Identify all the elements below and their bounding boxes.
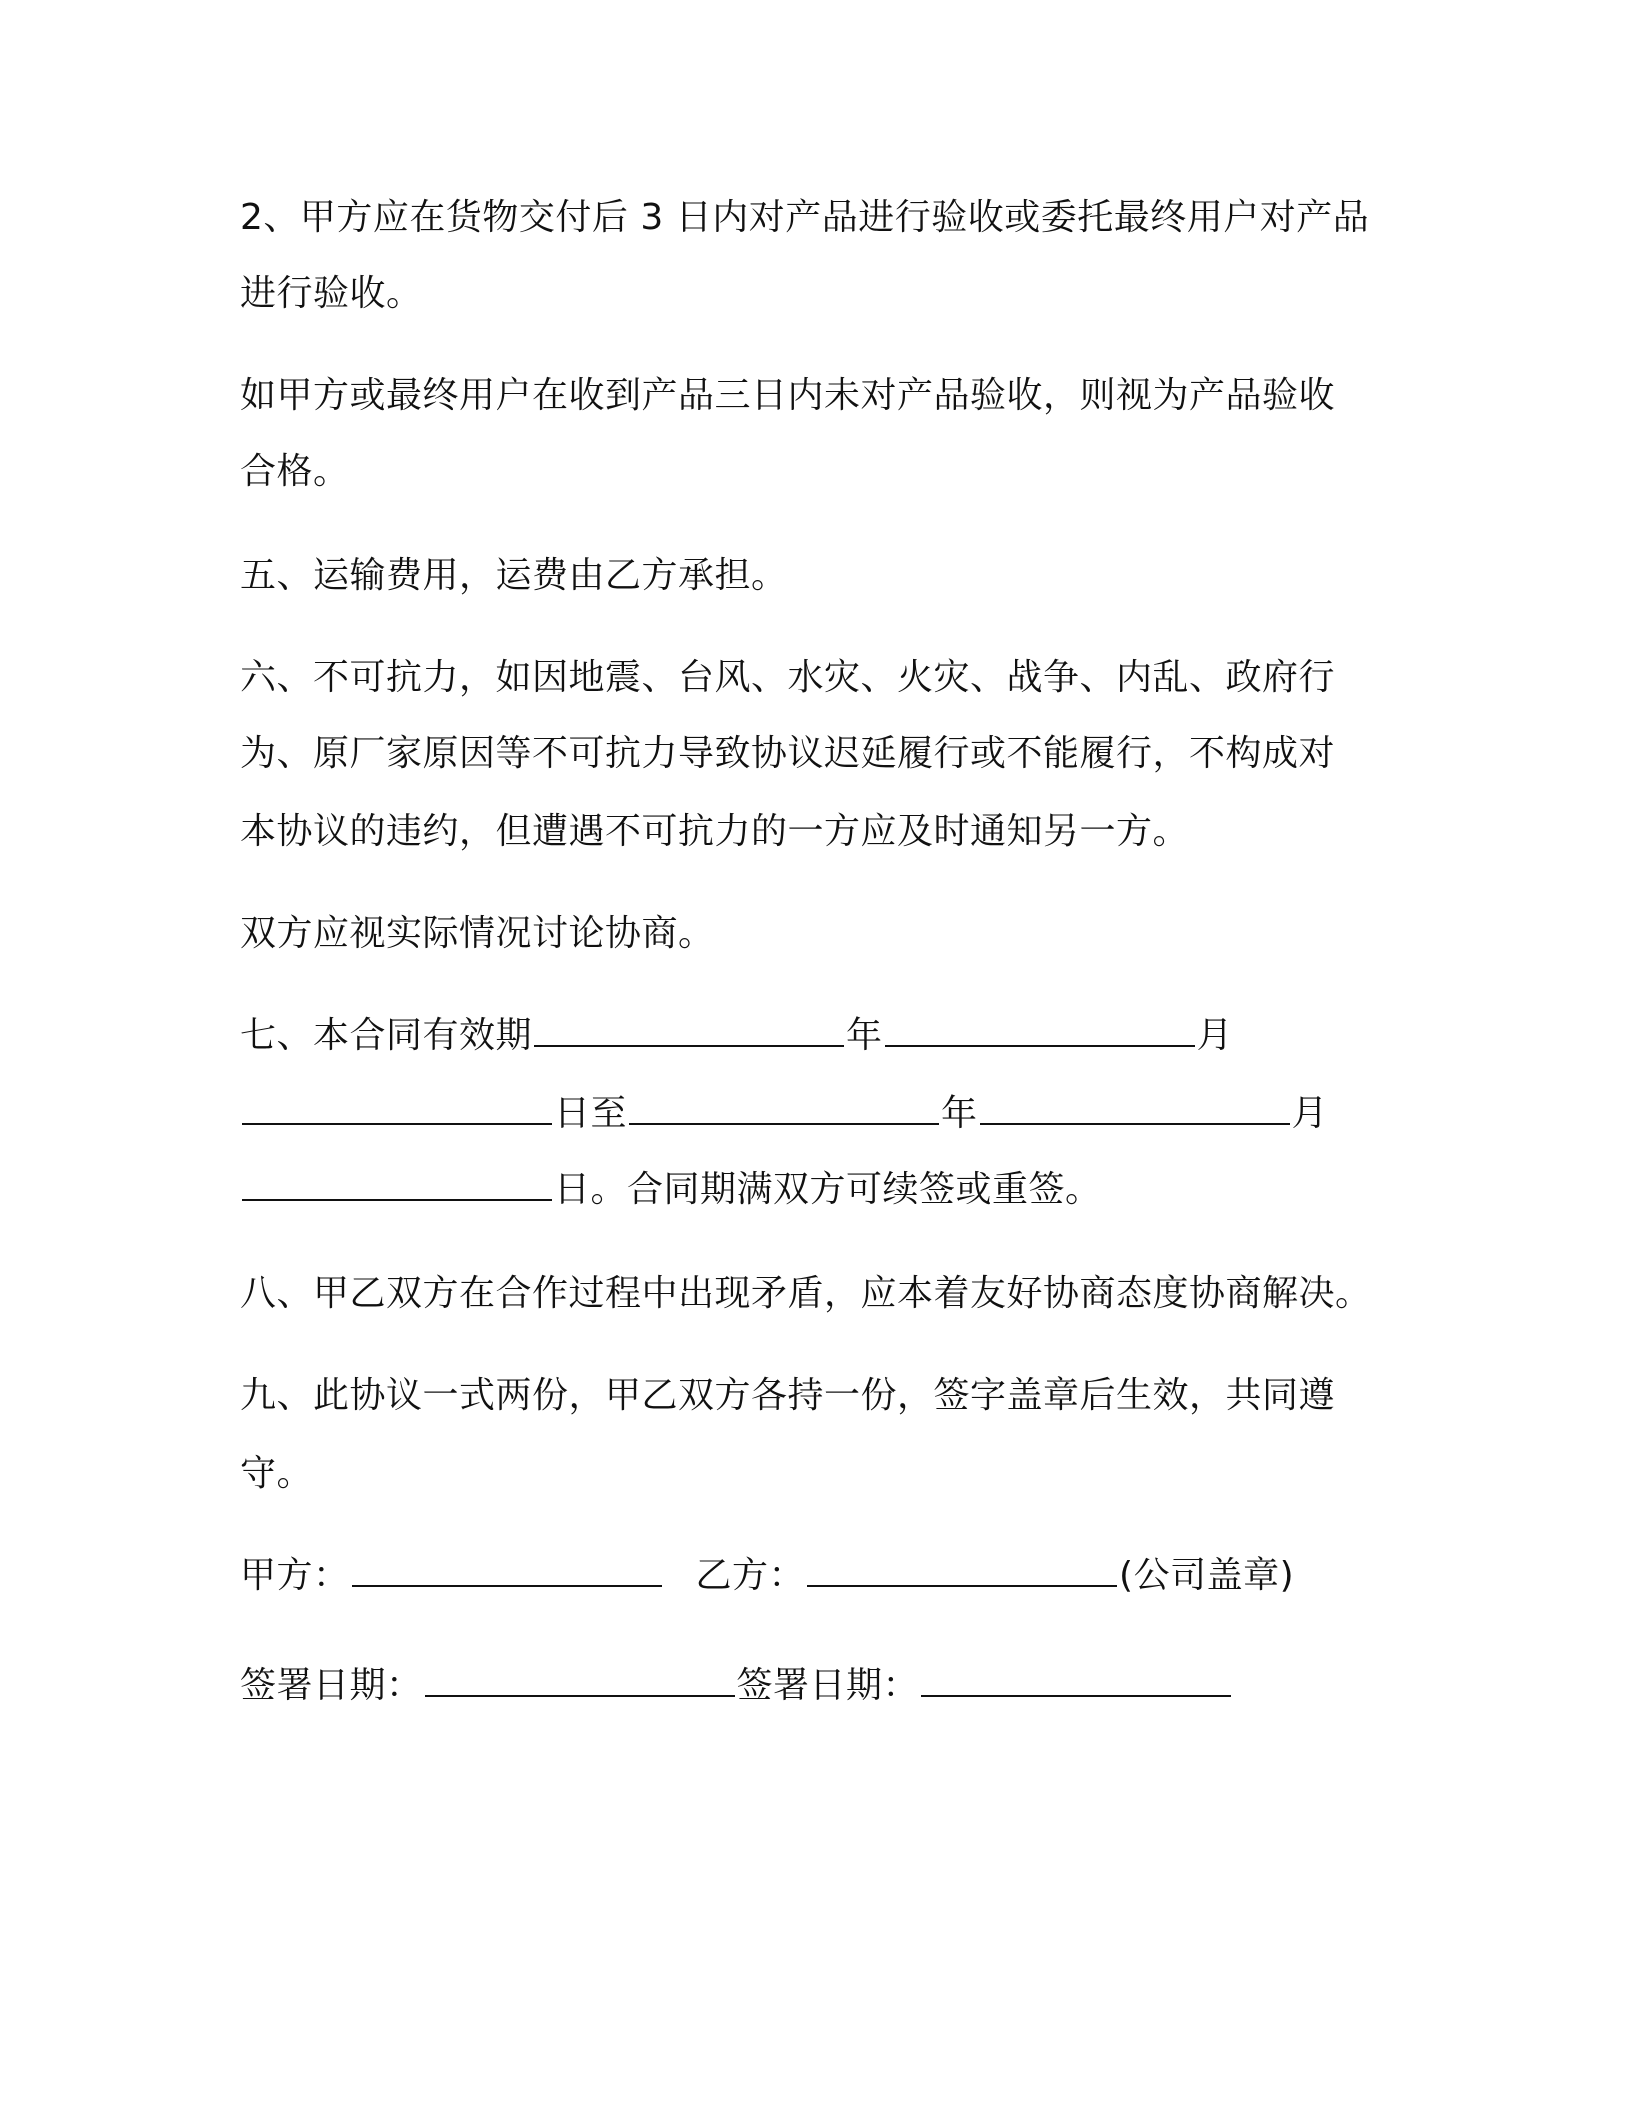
clause-7-month-label: 月 — [1196, 1015, 1234, 1056]
party-b-sign-date-label: 签署日期： — [736, 1665, 920, 1706]
clause-2-note-line-2: 合格。 — [240, 451, 350, 492]
blank-end-month[interactable] — [980, 1093, 1290, 1125]
party-a-label: 甲方： — [240, 1555, 350, 1596]
party-b-label: 乙方： — [695, 1555, 806, 1596]
clause-7-year-label-2: 年 — [941, 1093, 978, 1134]
blank-end-year[interactable] — [629, 1093, 939, 1125]
clause-7-line-1 — [240, 1014, 1233, 1058]
party-a-sign-date-label: 签署日期： — [240, 1665, 423, 1706]
clause-7-line-3 — [240, 1168, 1102, 1212]
clause-7-year-label: 年 — [846, 1015, 883, 1056]
clause-2-note-line-1: 如甲方或最终用户在收到产品三日内未对产品验收，则视为产品验收 — [240, 375, 1336, 416]
signature-date-line — [240, 1664, 1233, 1708]
blank-start-month[interactable] — [885, 1015, 1195, 1047]
signature-parties-line — [240, 1554, 1294, 1598]
party-a-signature-field[interactable] — [352, 1555, 662, 1587]
clause-6-line-2: 为、原厂家原因等不可抗力导致协议迟延履行或不能履行，不构成对 — [240, 733, 1336, 774]
clause-6-note: 双方应视实际情况讨论协商。 — [240, 913, 715, 954]
party-b-signature-field[interactable] — [807, 1555, 1117, 1587]
clause-8: 八、甲乙双方在合作过程中出现矛盾，应本着友好协商态度协商解决。 — [240, 1273, 1372, 1314]
clause-7-line-2 — [240, 1092, 1328, 1136]
blank-start-day[interactable] — [242, 1093, 552, 1125]
clause-6-line-1: 六、不可抗力，如因地震、台风、水灾、火灾、战争、内乱、政府行 — [240, 657, 1336, 698]
clause-2-line-1: 2、甲方应在货物交付后 3 日内对产品进行验收或委托最终用户对产品 — [240, 197, 1370, 238]
clause-2-line-2: 进行验收。 — [240, 273, 423, 314]
blank-start-year[interactable] — [534, 1015, 844, 1047]
clause-7-prefix: 七、本合同有效期 — [240, 1015, 533, 1056]
clause-9-line-1: 九、此协议一式两份，甲乙双方各持一份，签字盖章后生效，共同遵 — [240, 1375, 1336, 1416]
clause-6-line-3: 本协议的违约，但遭遇不可抗力的一方应及时通知另一方。 — [240, 811, 1190, 852]
party-b-sign-date-field[interactable] — [921, 1665, 1231, 1697]
clause-9-line-2: 守。 — [240, 1453, 314, 1494]
clause-7-month-label-2: 月 — [1291, 1093, 1329, 1134]
company-seal-note: (公司盖章) — [1119, 1555, 1295, 1596]
party-a-sign-date-field[interactable] — [425, 1665, 735, 1697]
clause-7-day-end-text: 日。合同期满双方可续签或重签。 — [554, 1169, 1102, 1210]
clause-7-day-to-label: 日至 — [554, 1093, 628, 1134]
clause-5: 五、运输费用，运费由乙方承担。 — [240, 555, 788, 596]
blank-end-day[interactable] — [242, 1169, 552, 1201]
